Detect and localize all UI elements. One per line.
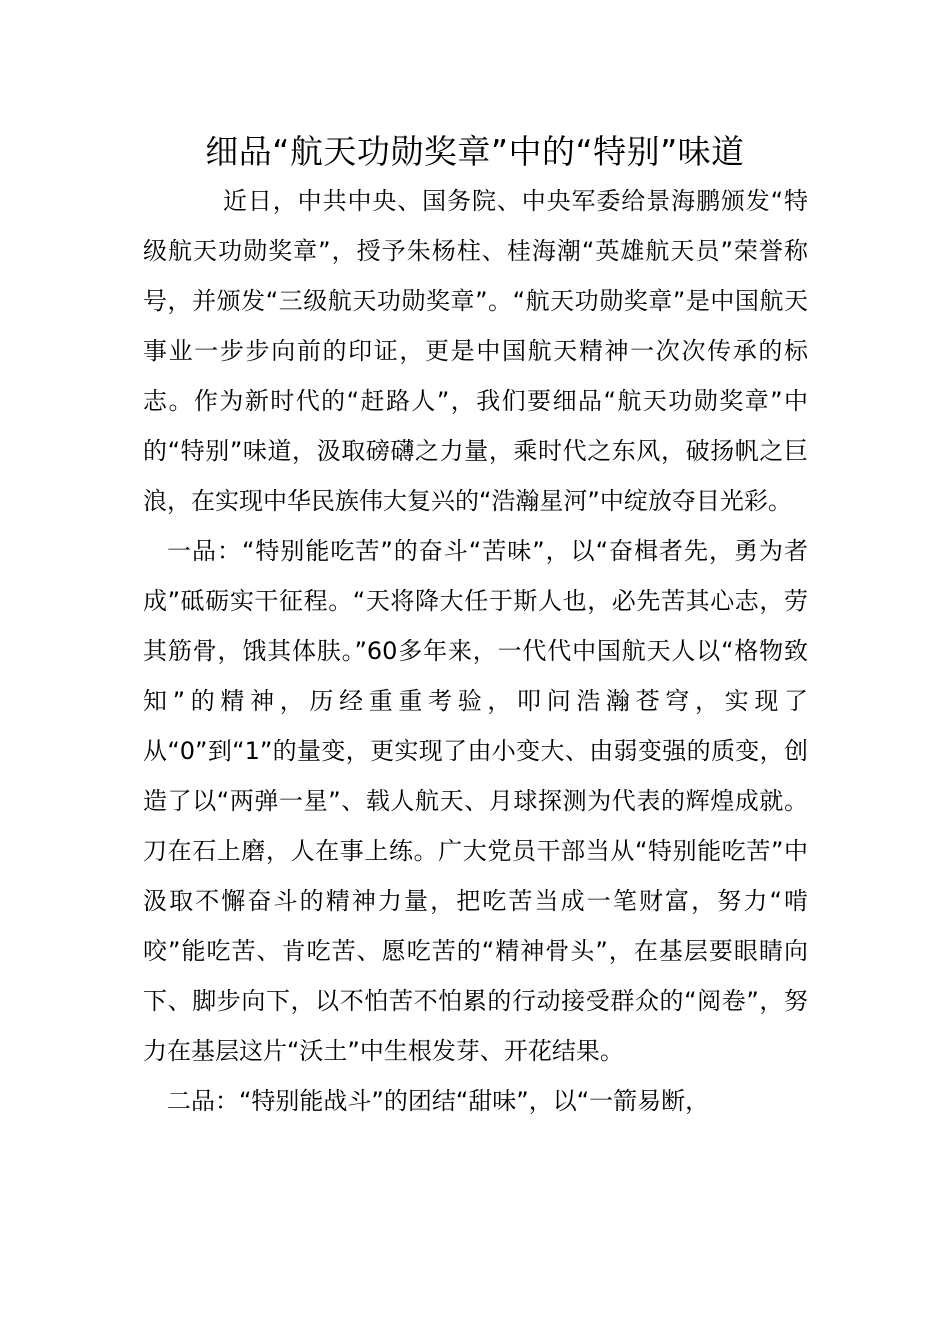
paragraph-section-two: 二品：“特别能战斗”的团结“甜味”，以“一箭易断， — [167, 1087, 710, 1115]
paragraph-intro: 近日，中共中央、国务院、中央军委给景海鹏颁发“特级航天功勋奖章”，授予朱杨柱、桂海潮“英雄航天员”荣誉称号，并颁发“三级航天功勋奖章”。“航天功勋奖章”是中国航天事业一步步向前的印证，更是中国航天精神一次次传承的标志。作为新时代的“赶路人”，我们要细品“航天功勋奖章”中的“特别”味道，汲取磅礴之力量，乘时代之东风，破扬帆之巨浪，在实现中华民族伟大复兴的“浩瀚星河”中绽放夺目光彩。 — [143, 187, 808, 515]
paragraph-section-one: 一品：“特别能吃苦”的奋斗“苦味”，以“奋楫者先，勇为者成”砥砺实干征程。“天将降大任于斯人也，必先苦其心志，劳其筋骨，饿其体肤。”60多年来，一代代中国航天人以“格物致知”的精神，历经重重考验，叩问浩瀚苍穹，实现了从“0”到“1”的量变，更实现了由小变大、由弱变强的质变，创造了以“两弹一星”、载人航天、月球探测为代表的辉煌成就。刀在石上磨，人在事上练。广大党员干部当从“特别能吃苦”中汲取不懈奋斗的精神力量，把吃苦当成一笔财富，努力“啃咬”能吃苦、肯吃苦、愿吃苦的“精神骨头”，在基层要眼睛向下、脚步向下，以不怕苦不怕累的行动接受群众的“阅卷”，努力在基层这片“沃土”中生根发芽、开花结果。 — [143, 537, 808, 1065]
document-body — [143, 176, 808, 1126]
document-title: 细品“航天功勋奖章”中的“特别”味道 — [205, 132, 745, 171]
